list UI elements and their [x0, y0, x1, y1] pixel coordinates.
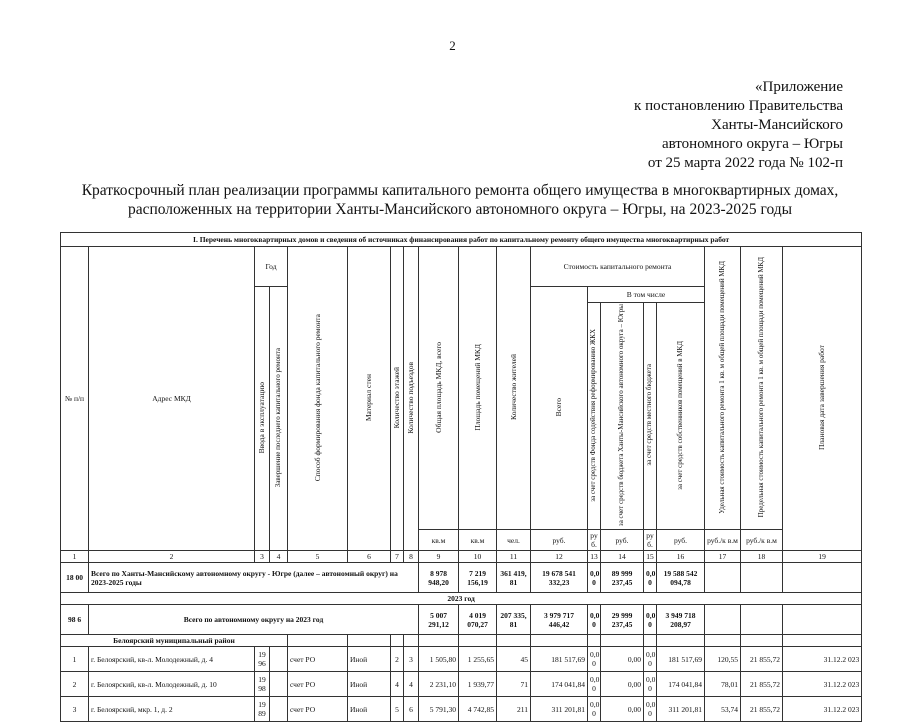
row-last-repair	[270, 672, 288, 697]
unit-cell: кв.м	[459, 530, 497, 551]
title-line: Краткосрочный план реализации программы капитального ремонта общего имущества в многоквартирных домах,	[81, 182, 839, 199]
row-floors: 2	[391, 647, 404, 672]
row-max: 21 855,72	[741, 647, 783, 672]
row-wall: Иной	[348, 672, 391, 697]
plan-table	[60, 232, 862, 722]
header-budget-okrug: за счет средств бюджета Ханты-Мансийского автономного округа – Югры	[617, 304, 626, 527]
row-specific: 120,55	[705, 647, 741, 672]
row-last-repair	[270, 697, 288, 722]
col-number: 13	[588, 551, 601, 563]
year-residents: 207 335, 81	[497, 605, 531, 635]
col-number: 7	[391, 551, 404, 563]
header-cost-total: Всего	[554, 397, 563, 417]
page-number: 2	[449, 38, 456, 53]
table-row	[61, 672, 862, 697]
row-address: г. Белоярский, кв-л. Молодежный, д. 4	[89, 647, 255, 672]
row-date: 31.12.2 023	[783, 647, 862, 672]
header-num: № п/п	[61, 247, 89, 551]
unit-cell: руб./к в.м	[741, 530, 783, 551]
total-cost: 19 678 541 332,23	[531, 563, 588, 593]
unit-cell: руб.	[657, 530, 705, 551]
row-address: г. Белоярский, мкр. 1, д. 2	[89, 697, 255, 722]
row-date: 31.12.2 023	[783, 672, 862, 697]
row-okrug: 0,00	[601, 647, 644, 672]
district-label: Белоярский муниципальный район	[61, 635, 288, 647]
col-number: 6	[348, 551, 391, 563]
year-fund: 0,0 0	[588, 605, 601, 635]
row-last-repair	[270, 647, 288, 672]
col-number: 3	[255, 551, 270, 563]
total-area: 8 978 948,20	[419, 563, 459, 593]
row-residents: 71	[497, 672, 531, 697]
row-local: 0,0 0	[644, 697, 657, 722]
row-premises: 1 255,65	[459, 647, 497, 672]
header-wall-material: Материал стен	[364, 373, 373, 422]
unit-cell: руб.	[601, 530, 644, 551]
col-number: 8	[404, 551, 419, 563]
row-cost: 311 201,81	[531, 697, 588, 722]
header-year-last-repair: Завершение последнего капитального ремонта	[273, 347, 282, 488]
row-method: счет РО	[288, 647, 348, 672]
title-line: расположенных на территории Ханты-Мансийского автономного округа – Югры, на 2023-2025 годы	[127, 201, 793, 218]
header-specific-cost: Удельная стоимость капитального ремонта 1 кв. м общей площади помещений МКД	[717, 260, 726, 514]
row-floors: 4	[391, 672, 404, 697]
row-residents: 211	[497, 697, 531, 722]
row-num: 2	[61, 672, 89, 697]
row-wall: Иной	[348, 697, 391, 722]
col-number: 16	[657, 551, 705, 563]
row-okrug: 0,00	[601, 697, 644, 722]
row-okrug: 0,00	[601, 672, 644, 697]
unit-cell: руб.	[531, 530, 588, 551]
year-owners: 3 949 718 208,97	[657, 605, 705, 635]
year-area: 5 007 291,12	[419, 605, 459, 635]
row-year: 19 89	[255, 697, 270, 722]
row-entrances: 3	[404, 647, 419, 672]
row-premises: 1 939,77	[459, 672, 497, 697]
row-owners: 174 041,84	[657, 672, 705, 697]
row-floors: 5	[391, 697, 404, 722]
col-number: 10	[459, 551, 497, 563]
col-number: 4	[270, 551, 288, 563]
header-residents: Количество жителей	[508, 354, 518, 420]
unit-cell: чел.	[497, 530, 531, 551]
year-local: 0,0 0	[644, 605, 657, 635]
col-number: 17	[705, 551, 741, 563]
total-fund: 0,0 0	[588, 563, 601, 593]
unit-cell: руб./к в.м	[705, 530, 741, 551]
col-number: 15	[644, 551, 657, 563]
appendix-line: к постановлению Правительства	[634, 98, 843, 114]
row-address: г. Белоярский, кв-л. Молодежный, д. 10	[89, 672, 255, 697]
header-premises-area: Площадь помещений МКД	[472, 343, 482, 431]
total-okrug: 89 999 237,45	[601, 563, 644, 593]
row-max: 21 855,72	[741, 697, 783, 722]
row-fund: 0,0 0	[588, 647, 601, 672]
header-year-commission: Ввода в эксплуатацию	[257, 381, 266, 454]
col-number: 12	[531, 551, 588, 563]
row-year: 19 96	[255, 647, 270, 672]
header-including: В том числе	[588, 287, 705, 303]
column-number-row	[61, 551, 862, 563]
col-number: 5	[288, 551, 348, 563]
total-owners: 19 588 542 094,78	[657, 563, 705, 593]
row-entrances: 4	[404, 672, 419, 697]
table-row	[61, 647, 862, 672]
header-fund-method: Способ формирования фонда капитального ремонта	[312, 313, 322, 482]
row-area: 2 231,10	[419, 672, 459, 697]
year-premises: 4 019 070,27	[459, 605, 497, 635]
section-title: I. Перечень многоквартирных домов и сведения об источниках финансирования работ по капитальному ремонту общего имущества многоквартирных работ	[61, 233, 862, 247]
total-local: 0,0 0	[644, 563, 657, 593]
row-year: 19 98	[255, 672, 270, 697]
row-method: счет РО	[288, 672, 348, 697]
row-cost: 174 041,84	[531, 672, 588, 697]
row-area: 5 791,30	[419, 697, 459, 722]
appendix-line: от 25 марта 2022 года № 102-п	[647, 155, 843, 171]
row-area: 1 505,80	[419, 647, 459, 672]
header-year: Год	[255, 247, 288, 287]
header-address: Адрес МКД	[89, 247, 255, 551]
row-max: 21 855,72	[741, 672, 783, 697]
col-number: 18	[741, 551, 783, 563]
appendix-block	[634, 78, 843, 173]
year-okrug: 29 999 237,45	[601, 605, 644, 635]
row-cost: 181 517,69	[531, 647, 588, 672]
appendix-line: Ханты-Мансийского	[711, 117, 843, 133]
appendix-line: «Приложение	[754, 79, 843, 95]
total-num: 18 00	[61, 563, 89, 593]
table-row	[61, 697, 862, 722]
col-number: 2	[89, 551, 255, 563]
col-number: 1	[61, 551, 89, 563]
row-fund: 0,0 0	[588, 697, 601, 722]
header-planned-date: Плановая дата завершения работ	[817, 345, 827, 451]
total-row	[61, 563, 862, 593]
row-specific: 78,01	[705, 672, 741, 697]
row-residents: 45	[497, 647, 531, 672]
year-cost: 3 979 717 446,42	[531, 605, 588, 635]
header-budget-local: за счет средств местного бюджета	[645, 364, 654, 466]
row-method: счет РО	[288, 697, 348, 722]
row-fund: 0,0 0	[588, 672, 601, 697]
row-owners: 311 201,81	[657, 697, 705, 722]
year-label: 2023 год	[61, 593, 862, 605]
row-date: 31.12.2 023	[783, 697, 862, 722]
col-number: 9	[419, 551, 459, 563]
unit-cell: ру б.	[588, 530, 601, 551]
header-owners-funds: за счет средств собственников помещений в МКД	[675, 340, 684, 490]
row-wall: Иной	[348, 647, 391, 672]
total-label: Всего по Ханты-Мансийскому автономному округу - Югре (далее – автономный округ) на 2023-2025 годы	[89, 563, 419, 593]
row-entrances: 6	[404, 697, 419, 722]
unit-cell: кв.м	[419, 530, 459, 551]
header-cost: Стоимость капитального ремонта	[531, 247, 705, 287]
unit-cell: ру б.	[644, 530, 657, 551]
header-total-area: Общая площадь МКД, всего	[433, 341, 443, 433]
total-premises: 7 219 156,19	[459, 563, 497, 593]
row-specific: 53,74	[705, 697, 741, 722]
row-local: 0,0 0	[644, 647, 657, 672]
year-total-label: Всего по автономному округу на 2023 год	[89, 605, 419, 635]
header-entrances: Количество подъездов	[406, 361, 415, 434]
row-num: 3	[61, 697, 89, 722]
document-title	[60, 181, 860, 219]
row-premises: 4 742,85	[459, 697, 497, 722]
appendix-line: автономного округа – Югры	[661, 136, 843, 152]
header-fund-support: за счет средств Фонда содействия реформированию ЖКХ	[589, 328, 598, 502]
col-number: 19	[783, 551, 862, 563]
year-total-row	[61, 605, 862, 635]
row-owners: 181 517,69	[657, 647, 705, 672]
row-local: 0,0 0	[644, 672, 657, 697]
year-num: 98 6	[61, 605, 89, 635]
header-max-cost: Предельная стоимость капитального ремонта 1 кв. м общей площади помещений МКД	[756, 256, 765, 518]
total-residents: 361 419, 81	[497, 563, 531, 593]
header-floors: Количество этажей	[392, 366, 401, 429]
row-num: 1	[61, 647, 89, 672]
col-number: 14	[601, 551, 644, 563]
col-number: 11	[497, 551, 531, 563]
